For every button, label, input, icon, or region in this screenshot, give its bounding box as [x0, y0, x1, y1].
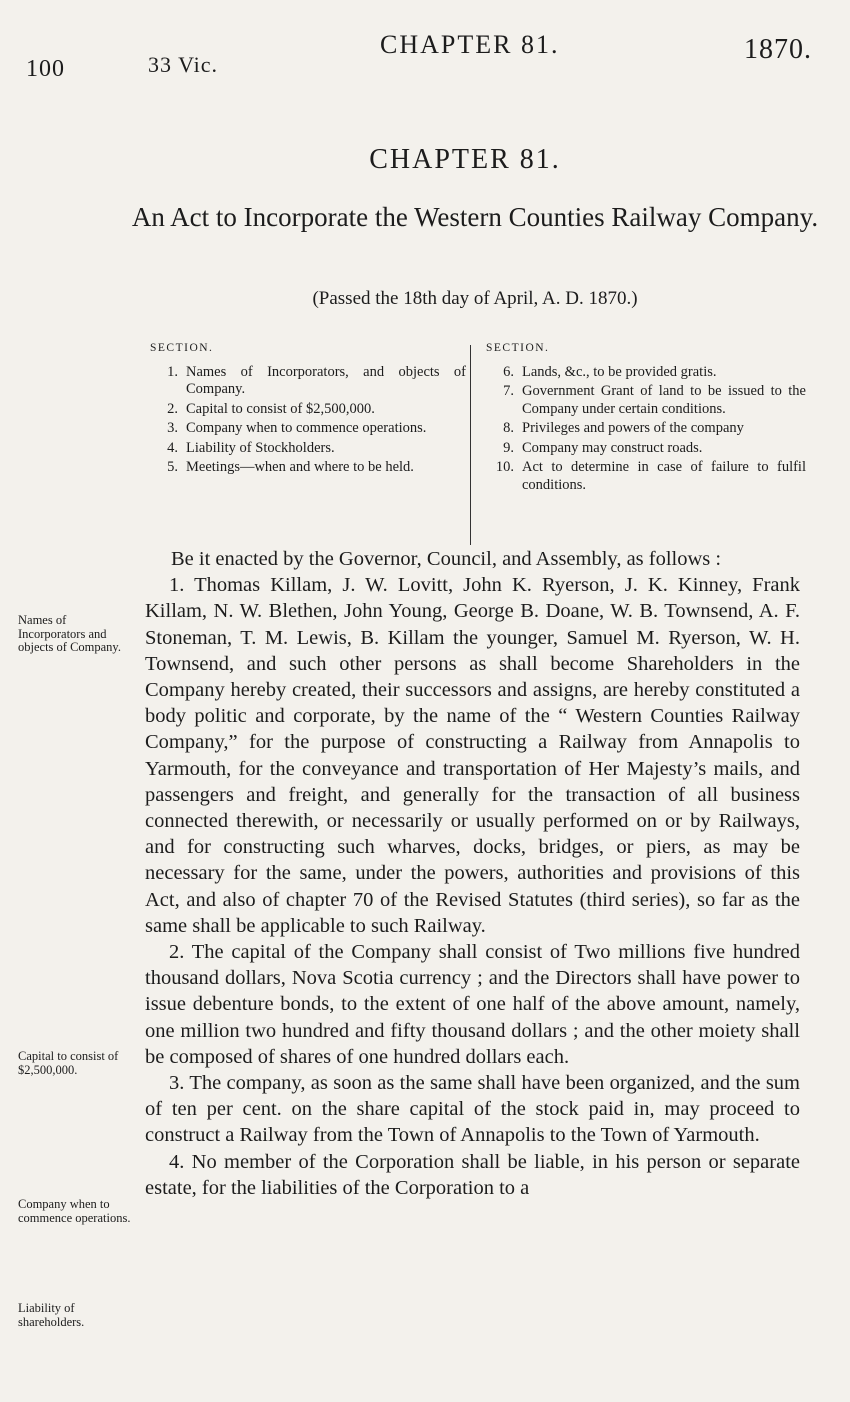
margin-note-section-2: Capital to consist of $2,500,000. — [18, 1049, 119, 1077]
page-number: 100 — [26, 56, 65, 82]
toc-left-column — [148, 340, 466, 479]
toc-number: 1. — [167, 363, 178, 380]
toc-text: Privileges and powers of the company — [522, 420, 744, 436]
chapter-title: CHAPTER 81. — [369, 144, 561, 175]
toc-text: Lands, &c., to be provided gratis. — [522, 363, 717, 380]
toc-item — [148, 401, 466, 419]
section-2: 2. The capital of the Company shall consist of Two millions five hundred thousand dollars, Nova Scotia currency ; and the Directors shall have power to issue debenture bonds, to the extent of one half of the above amount, namely, one million two hundred and fifty thousand dollars ; and the other moiety shall be composed of shares of one hundred dollars each. — [145, 941, 800, 1068]
toc-item — [484, 440, 806, 458]
toc-heading: SECTION. — [150, 342, 214, 354]
toc-right-column — [484, 340, 806, 496]
section-1: 1. Thomas Killam, J. W. Lovitt, John K. Ryerson, J. K. Kinney, Frank Killam, N. W. Blethen, John Young, George B. Doane, W. B. Townsend, A. F. Stoneman, T. M. Lewis, B. Killam the younger, Samuel M. Ryerson, W. H. Townsend, and such other persons as shall become Shareholders in the Company hereby created, their successors and assigns, are hereby constituted a body politic and corporate, by the name of the “ Western Counties Railway Company,” for the purpose of constructing a Railway from Annapolis to Yarmouth, for the conveyance and transportation of Her Majesty’s mails, and passengers and freight, and generally for the transaction of all business connected therewith, or necessarily or usually performed on or by Railways, and for constructing such wharves, docks, bridges, or piers, as may be necessary for the same, under the powers, authorities and provisions of this Act, and also of chapter 70 of the Revised Statutes (third series), so far as the same shall be applicable to such Railway. — [145, 574, 800, 937]
toc-text: Company when to commence operations. — [186, 420, 427, 436]
toc-number: 3. — [167, 420, 178, 436]
toc-item — [148, 364, 466, 399]
toc-number: 8. — [503, 420, 514, 436]
toc-number: 6. — [503, 363, 514, 380]
toc-text: Meetings—when and where to be held. — [186, 459, 414, 475]
toc-number: 2. — [167, 400, 178, 417]
margin-note-section-1: Names of Incorporators and objects of Company. — [18, 613, 121, 654]
act-title: An Act to Incorporate the Western Counties Railway Company. — [131, 202, 819, 232]
toc-item — [148, 440, 466, 458]
toc-item — [484, 383, 806, 418]
toc-text: Liability of Stockholders. — [186, 439, 335, 456]
toc-number: 4. — [167, 439, 178, 456]
enacting-clause: Be it enacted by the Governor, Council, and Assembly, as follows : — [171, 548, 722, 570]
toc-divider — [470, 345, 471, 545]
section-3: 3. The company, as soon as the same shall have been organized, and the sum of ten per cent. on the share capital of the stock paid in, may proceed to construct a Railway from the Town of Annapolis to the Town of Yarmouth. — [145, 1072, 800, 1147]
toc-text: Names of Incorporators, and objects of Company. — [186, 363, 466, 397]
toc-text: Capital to consist of $2,500,000. — [186, 400, 375, 417]
toc-item — [484, 364, 806, 382]
toc-heading: SECTION. — [486, 342, 550, 354]
toc-item — [484, 420, 806, 438]
toc-number: 5. — [167, 459, 178, 475]
running-head-year: 1870. — [744, 34, 812, 65]
toc-number: 7. — [503, 383, 514, 399]
toc-number: 10. — [495, 459, 514, 475]
toc-number: 9. — [503, 439, 514, 456]
toc-item — [148, 420, 466, 438]
margin-note-section-4: Liability of shareholders. — [18, 1301, 85, 1329]
toc-text: Company may construct roads. — [522, 439, 703, 456]
running-head-chapter: CHAPTER 81. — [380, 30, 560, 59]
toc-item — [484, 459, 806, 494]
margin-note-section-3: Company when to commence operations. — [18, 1197, 131, 1225]
passed-date: (Passed the 18th day of April, A. D. 1870.) — [312, 288, 638, 309]
toc-item — [148, 459, 466, 477]
toc-text: Act to determine in case of failure to fulfil conditions. — [522, 459, 806, 493]
regnal-year: 33 Vic. — [148, 52, 219, 77]
act-body — [145, 546, 800, 1201]
section-4: 4. No member of the Corporation shall be liable, in his person or separate estate, for the liabilities of the Corporation to a — [145, 1150, 800, 1199]
toc-text: Government Grant of land to be issued to the Company under certain conditions. — [522, 383, 806, 417]
